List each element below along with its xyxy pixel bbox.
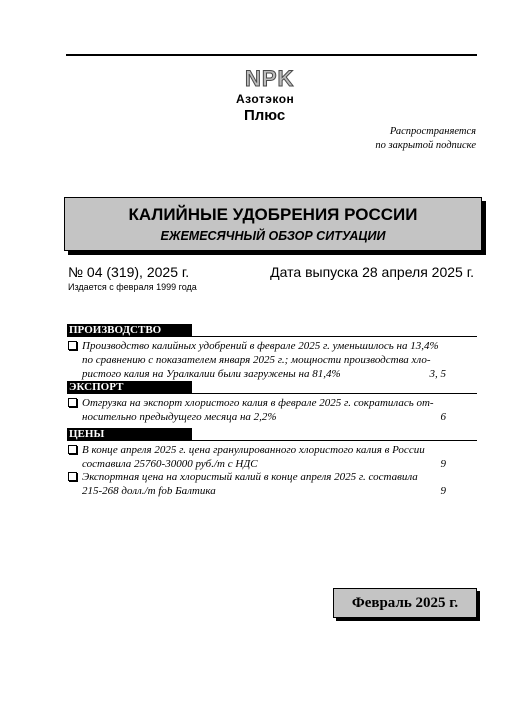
distribution-line-1: Распространяется — [389, 126, 476, 137]
logo-azotecon-text: Азотэкон — [236, 92, 295, 106]
item-page-number: 6 — [440, 411, 446, 423]
item-text-line: носительно предыдущего месяца на 2,2% — [82, 411, 277, 423]
checkbox-bullet-icon — [68, 472, 77, 481]
item-text-line: Экспортная цена на хлористый калий в конце апреля 2025 г. составила — [82, 471, 418, 483]
top-rule — [66, 54, 477, 56]
title-banner — [64, 197, 482, 251]
issue-month-badge: Февраль 2025 г. — [333, 588, 477, 618]
item-text-line: по сравнению с показателем января 2025 г.; мощности производства хло- — [82, 354, 431, 366]
item-text-line: Отгрузка на экспорт хлористого калия в феврале 2025 г. сократилась от- — [82, 397, 434, 409]
item-text-line: В конце апреля 2025 г. цена гранулированного хлористого калия в России — [82, 444, 425, 456]
item-page-number: 9 — [440, 458, 446, 470]
issue-number: № 04 (319), 2025 г. — [68, 264, 190, 280]
section-heading-production: ПРОИЗВОДСТВО — [67, 324, 192, 337]
publisher-logo — [230, 66, 320, 130]
item-text-line: 215-268 долл./т fob Балтика — [82, 485, 216, 497]
checkbox-bullet-icon — [68, 341, 77, 350]
publication-title: КАЛИЙНЫЕ УДОБРЕНИЯ РОССИИ — [128, 205, 418, 224]
contents-item[interactable] — [68, 396, 476, 424]
release-date: Дата выпуска 28 апреля 2025 г. — [270, 264, 474, 280]
item-text-line: составила 25760-30000 руб./т с НДС — [82, 458, 258, 470]
contents-item[interactable] — [68, 339, 476, 381]
section-heading-export: ЭКСПОРТ — [67, 381, 192, 394]
checkbox-bullet-icon — [68, 445, 77, 454]
item-text-line: ристого калия на Уралкалии были загружены на 81,4% — [82, 368, 341, 380]
publication-subtitle: ЕЖЕМЕСЯЧНЫЙ ОБЗОР СИТУАЦИИ — [160, 229, 386, 243]
item-page-number: 3, 5 — [429, 368, 446, 380]
item-page-number: 9 — [440, 485, 446, 497]
published-since: Издается с февраля 1999 года — [68, 282, 197, 292]
logo-npk-text: NPK — [245, 66, 295, 91]
distribution-line-2: по закрытой подписке — [375, 140, 476, 151]
checkbox-bullet-icon — [68, 398, 77, 407]
distribution-note — [375, 125, 476, 153]
contents-item[interactable] — [68, 470, 476, 498]
item-text-line: Производство калийных удобрений в феврале 2025 г. уменьшилось на 13,4% — [82, 340, 439, 352]
section-heading-prices: ЦЕНЫ — [67, 428, 192, 441]
contents-item[interactable] — [68, 443, 476, 471]
logo-plus-text: Плюс — [244, 107, 286, 124]
